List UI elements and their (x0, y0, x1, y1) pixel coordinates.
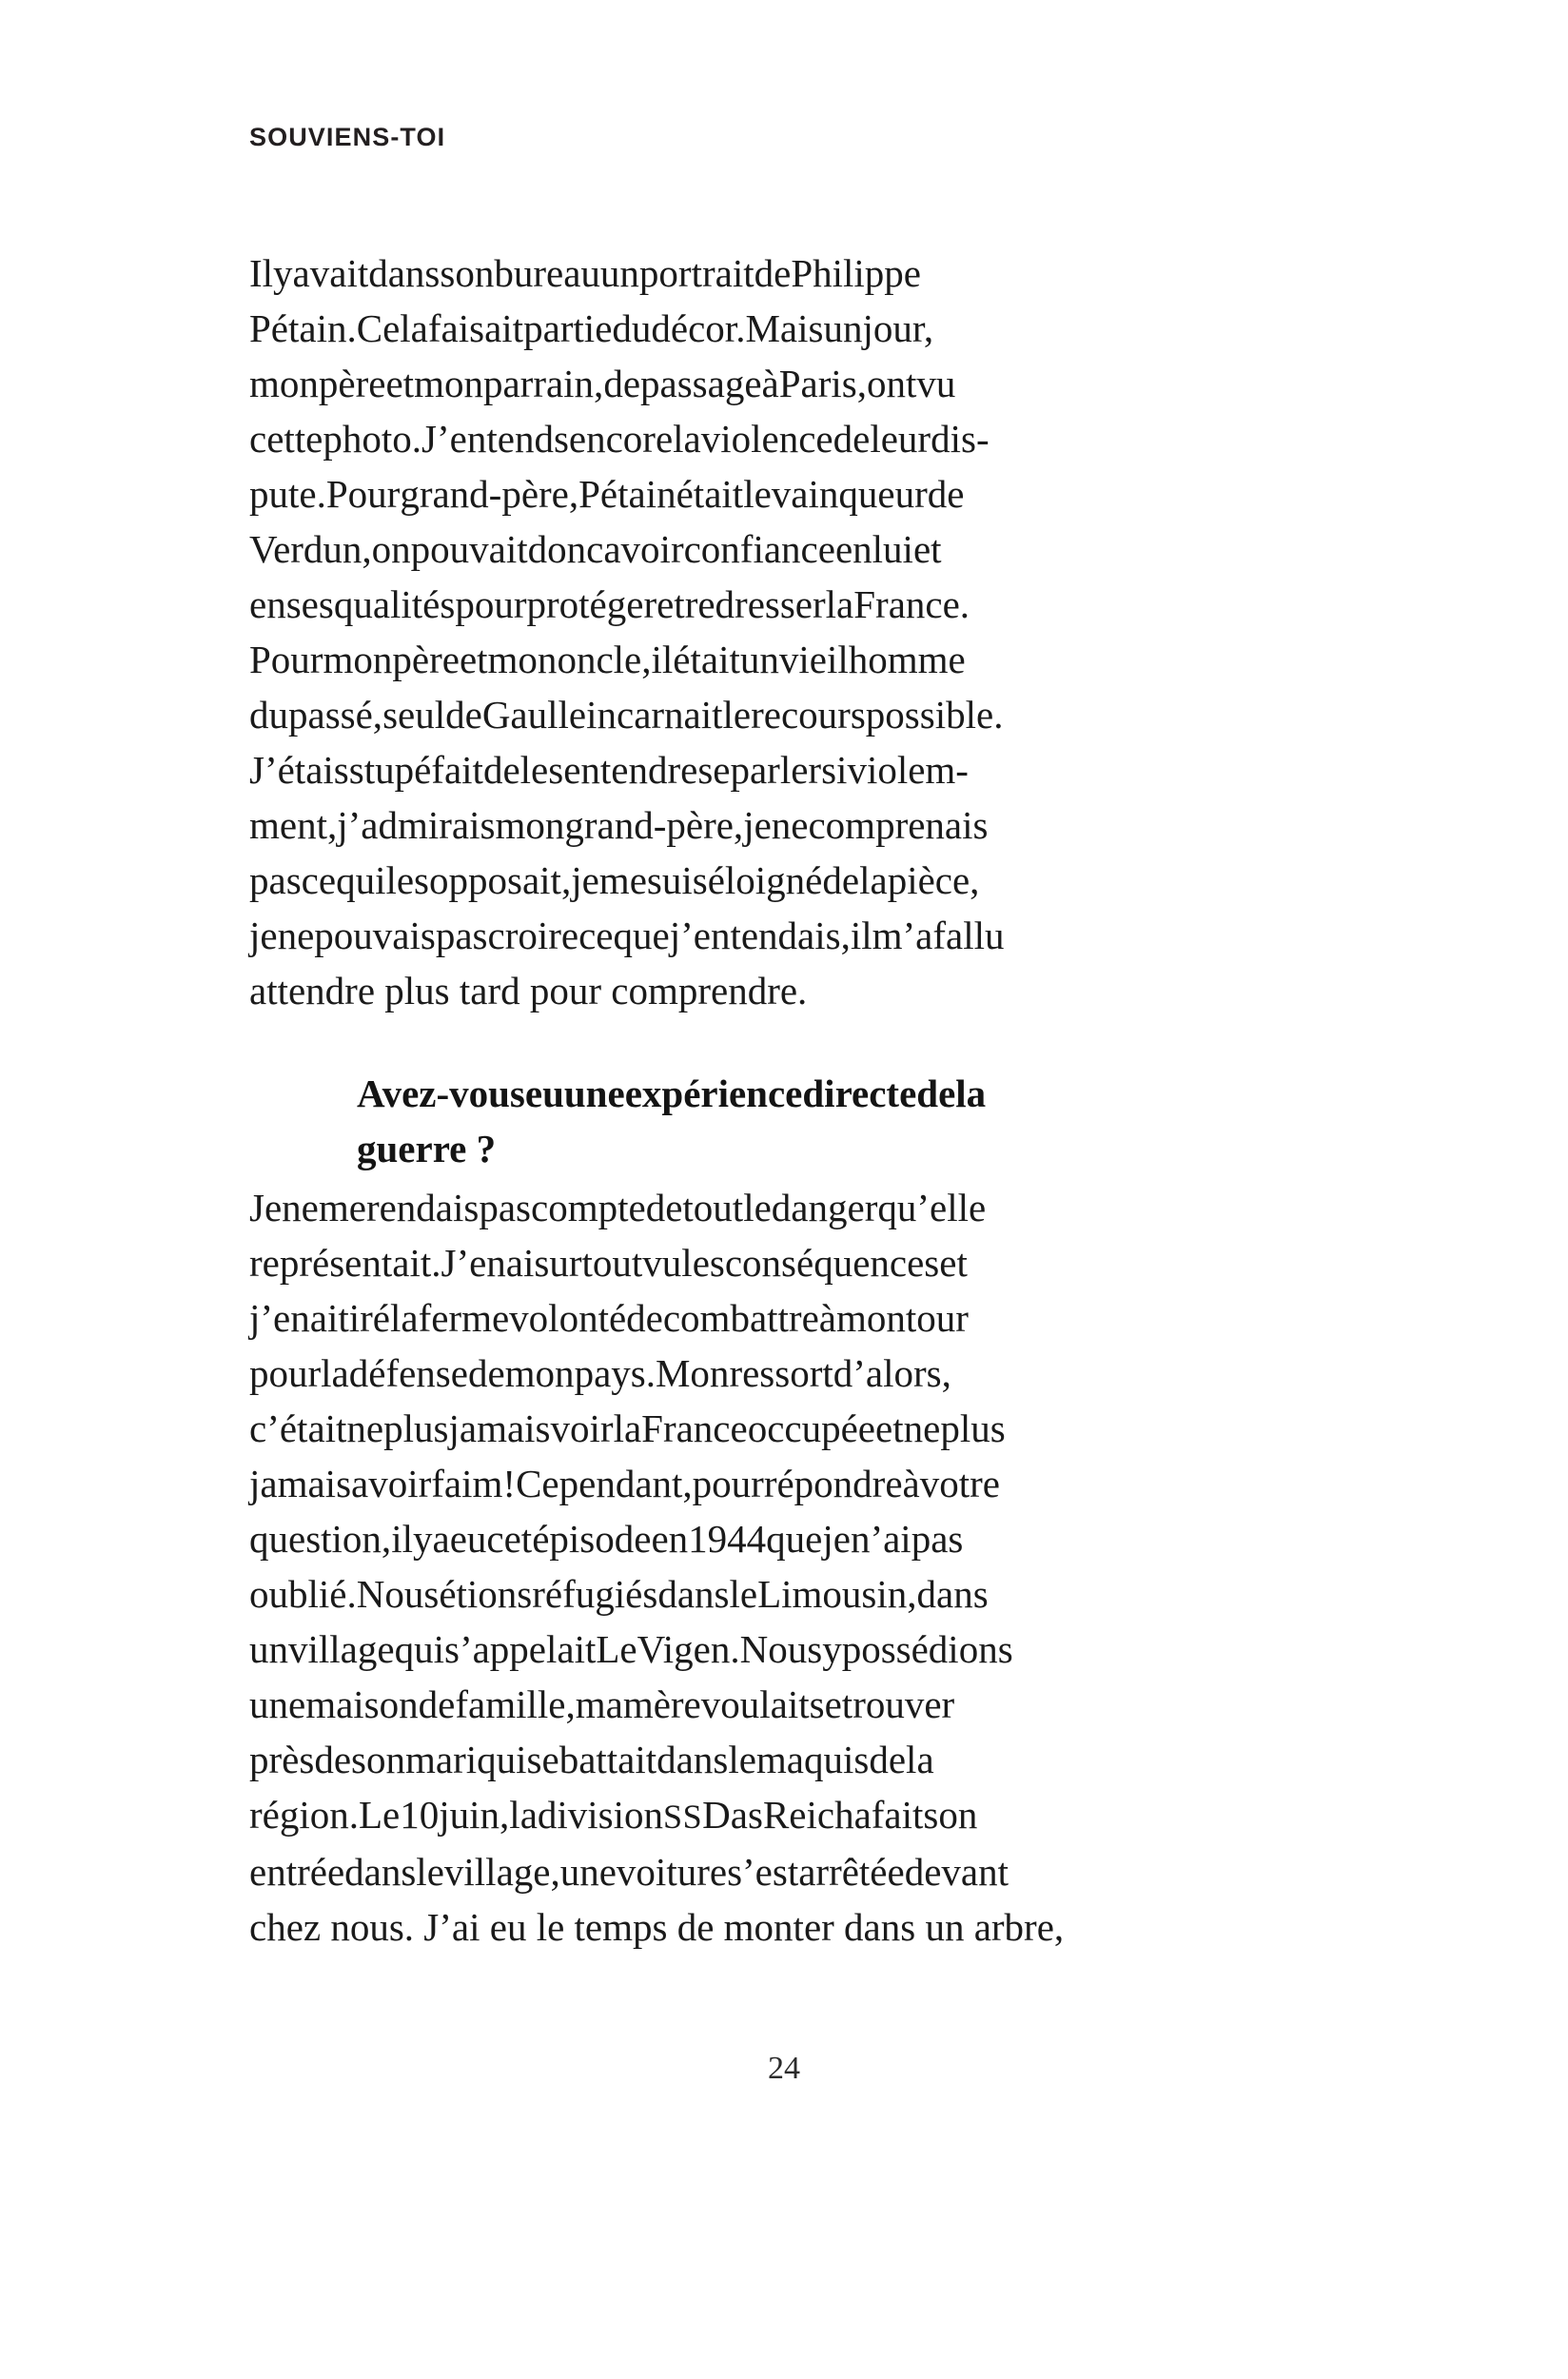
text-line: attendre plus tard pour comprendre. (249, 969, 808, 1013)
interview-question-block (249, 1066, 1339, 1176)
text-line: Verdun,onpouvaitdoncavoirconfianceenluiet (249, 527, 942, 571)
text-line: cettephoto.J’entendsencorelaviolencedeleurdis- (249, 417, 990, 461)
paragraph-1 (249, 246, 1339, 1018)
text-line: oublié.NousétionsréfugiésdansleLimousin,dans (249, 1572, 989, 1616)
text-line: ensesqualitéspourprotégeretredresserlaFrance. (249, 582, 970, 626)
text-line: j’enaitirélafermevolontédecombattreàmontour (249, 1296, 969, 1340)
text-block (249, 246, 1339, 1955)
text-line: jamaisavoirfaim!Cependant,pourrépondreàvotre (249, 1462, 1000, 1505)
text-line: question,ilyaeucetépisodeen1944quejen’aipas (249, 1517, 964, 1561)
text-line: prèsdesonmariquisebattaitdanslemaquisdela (249, 1738, 934, 1781)
page-number: 24 (768, 2051, 800, 2086)
text-line: J’étaisstupéfaitdelesentendreseparlersiviolem- (249, 748, 969, 792)
abbreviation-ss: SS (663, 1798, 703, 1836)
text-line: pascequilesopposait,jemesuiséloignédelapièce, (249, 858, 980, 902)
text-line: pourladéfensedemonpays.Monressortd’alors, (249, 1351, 951, 1395)
text-line: Avez-vouseuuneexpériencedirectedela (357, 1072, 987, 1115)
text-line: pute.Pourgrand-père,Pétainétaitlevainqueurde (249, 472, 965, 516)
text-line: guerre ? (357, 1127, 497, 1170)
text-line: entréedanslevillage,unevoitures’estarrêtéedevant (249, 1850, 1009, 1894)
text-line: représentait.J’enaisurtoutvulesconséquenceset (249, 1241, 968, 1285)
interview-question (357, 1066, 1339, 1176)
running-head: SOUVIENS-TOI (249, 123, 446, 151)
text-line: IlyavaitdanssonbureauunportraitdePhilippe (249, 251, 921, 295)
text-line: Jenemerendaispascomptedetoutledangerqu’elle (249, 1186, 987, 1229)
text-line: région.Le10juin,ladivisionSSDasReichafaitson (249, 1793, 978, 1837)
paragraph-2 (249, 1180, 1339, 1955)
text-line: monpèreetmonparrain,depassageàParis,ontvu (249, 362, 956, 405)
text-line: Pétain.Celafaisaitpartiedudécor.Maisunjour, (249, 306, 934, 350)
text-line: c’étaitneplusjamaisvoirlaFranceoccupéeetneplus (249, 1406, 1006, 1450)
text-line: unvillagequis’appelaitLeVigen.Nousypossédions (249, 1627, 1013, 1671)
text-line: dupassé,seuldeGaulleincarnaitlerecourspossible. (249, 693, 1004, 737)
text-line: jenepouvaispascroirecequej’entendais,ilm’afallu (249, 914, 1005, 957)
text-line: Pourmonpèreetmononcle,ilétaitunvieilhomme (249, 638, 966, 681)
text-line: ment,j’admiraismongrand-père,jenecomprenais (249, 803, 989, 847)
text-line: unemaisondefamille,mamèrevoulaitsetrouver (249, 1682, 955, 1726)
text-line: chez nous. J’ai eu le temps de monter dans un arbre, (249, 1905, 1065, 1949)
